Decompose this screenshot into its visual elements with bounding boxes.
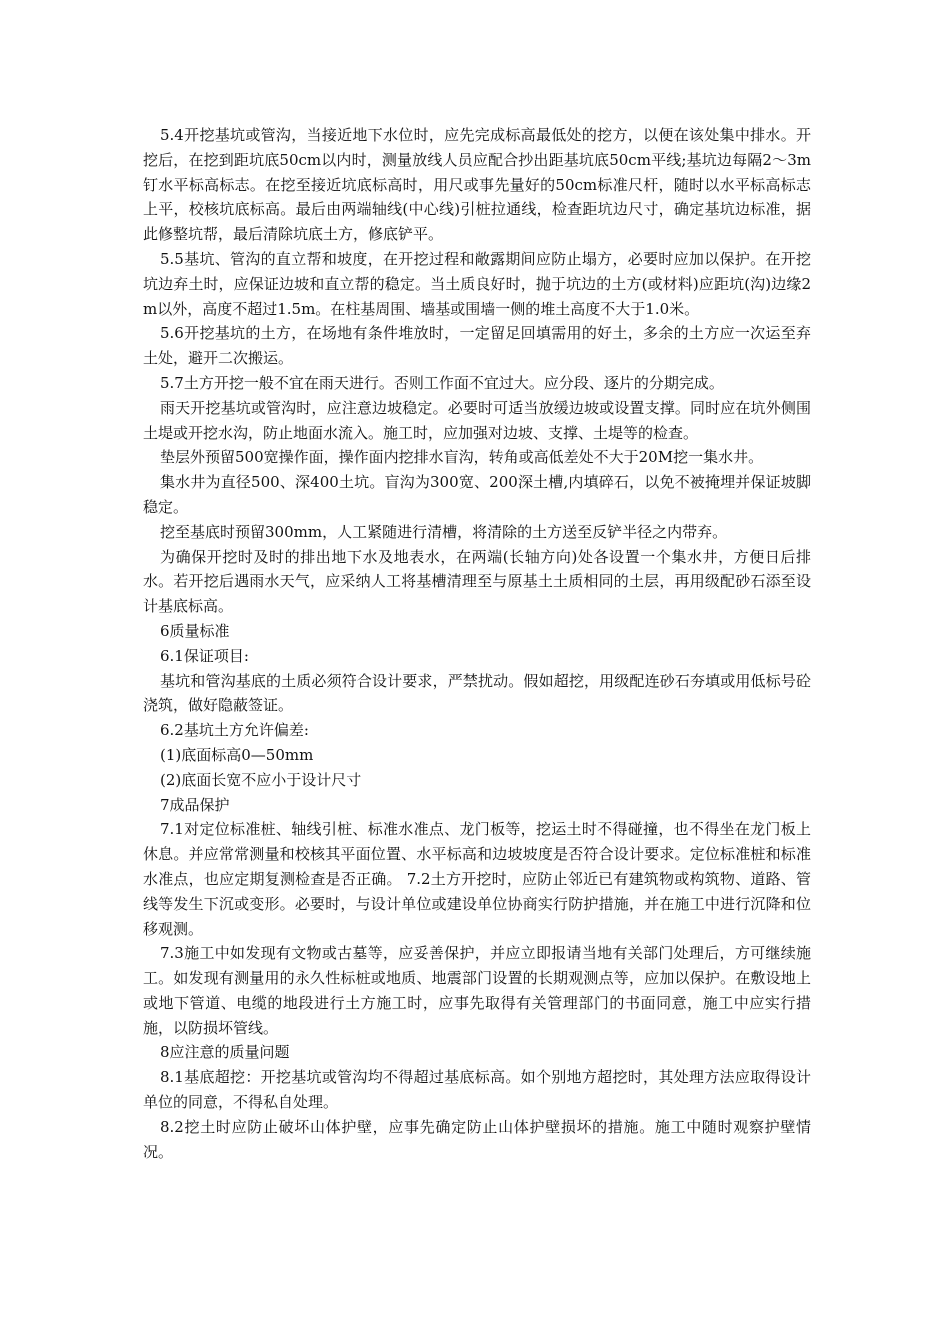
paragraph-work-surface: 垫层外预留500宽操作面，操作面内挖排水盲沟，转角或高低差处不大于20M挖一集水井。	[160, 448, 764, 467]
list-item-dimensions: (2)底面长宽不应小于设计尺寸	[160, 770, 362, 789]
section-heading-product-protection: 7成品保护	[160, 795, 230, 814]
paragraph-sump-well: 集水井为直径500、深400土坑。盲沟为300宽、200深土槽,内填碎石，以免不被掩埋并保证坡脚稳定。	[143, 473, 811, 516]
paragraph-5-6: 5.6开挖基坑的土方，在场地有条件堆放时，一定留足回填需用的好土，多余的土方应一次运至弃土处，避开二次搬运。	[143, 324, 811, 368]
document-body	[143, 123, 811, 1164]
paragraph-8-1: 8.1基底超挖：开挖基坑或管沟均不得超过基底标高。如个别地方超挖时，其处理方法应取得设计单位的同意，不得私自处理。	[143, 1068, 811, 1112]
paragraph-5-4: 5.4开挖基坑或管沟，当接近地下水位时，应先完成标高最低处的挖方，以便在该处集中排水。开挖后，在挖到距坑底50cm以内时，测量放线人员应配合抄出距基坑底50cm平线;基坑边每隔2～3m钉水平标高标志。在挖至接近坑底标高时，用尺或事先量好的50cm标准尺杆，随时以水平标高标志上平，校核坑底标高。最后由两端轴线(中心线)引桩拉通线，检查距坑边尺寸，确定基坑边标准，据此修整坑帮，最后清除坑底土方，修底铲平。	[143, 126, 811, 244]
paragraph-5-5: 5.5基坑、管沟的直立帮和坡度，在开挖过程和敞露期间应防止塌方，必要时应加以保护。在开挖坑边弃土时，应保证边坡和直立帮的稳定。当土质良好时，抛于坑边的土方(或材料)应距坑(沟)边缘2m以外，高度不超过1.5m。在柱基周围、墙基或围墙一侧的堆土高度不大于1.0米。	[143, 249, 811, 318]
paragraph-5-7: 5.7土方开挖一般不宜在雨天进行。否则工作面不宜过大。应分段、逐片的分期完成。	[160, 373, 724, 392]
paragraph-drainage: 为确保开挖时及时的排出地下水及地表水，在两端(长轴方向)处各设置一个集水井，方便日后排水。若开挖后遇雨水天气，应采纳人工将基槽清理至与原基土土质相同的土层，再用级配砂石添至设计基底标高。	[143, 547, 811, 616]
section-heading-quality-issues: 8应注意的质量问题	[160, 1043, 290, 1062]
section-heading-quality-standard: 6质量标准	[160, 621, 230, 640]
paragraph-rainy-excavation: 雨天开挖基坑或管沟时，应注意边坡稳定。必要时可适当放缓边坡或设置支撑。同时应在坑外侧围土堤或开挖水沟，防止地面水流入。施工时，应加强对边坡、支撑、土堤等的检查。	[143, 398, 811, 442]
paragraph-8-2: 8.2挖土时应防止破坏山体护壁，应事先确定防止山体护壁损坏的措施。施工中随时观察护壁情况。	[143, 1117, 811, 1161]
list-item-elevation: (1)底面标高0—50mm	[160, 745, 314, 764]
paragraph-7-3: 7.3施工中如发现有文物或古墓等，应妥善保护，并应立即报请当地有关部门处理后，方可继续施工。如发现有测量用的永久性标桩或地质、地震部门设置的长期观测点等，应加以保护。在敷设地上或地下管道、电缆的地段进行土方施工时，应事先取得有关管理部门的书面同意，施工中应实行措施，以防损坏管线。	[143, 944, 811, 1037]
paragraph-trench-clearing: 挖至基底时预留300mm，人工紧随进行清槽，将清除的土方送至反铲半径之内带弃。	[160, 522, 728, 541]
subsection-heading-6-1: 6.1保证项目:	[160, 646, 249, 665]
subsection-heading-6-2: 6.2基坑土方允许偏差:	[160, 721, 309, 740]
paragraph-7-1: 7.1对定位标准桩、轴线引桩、标准水准点、龙门板等，挖运土时不得碰撞，也不得坐在龙门板上休息。并应常常测量和校核其平面位置、水平标高和边坡坡度是否符合设计要求。定位标准桩和标准水准点，也应定期复测检查是否正确。 7.2土方开挖时，应防止邻近已有建筑物或构筑物、道路、管线等发生下沉或变形。必要时，与设计单位或建设单位协商实行防护措施，并在施工中进行沉降和位移观测。	[143, 820, 811, 938]
paragraph-base-soil: 基坑和管沟基底的土质必须符合设计要求，严禁扰动。假如超挖，用级配连砂石夯填或用低标号砼浇筑，做好隐蔽签证。	[143, 671, 811, 715]
